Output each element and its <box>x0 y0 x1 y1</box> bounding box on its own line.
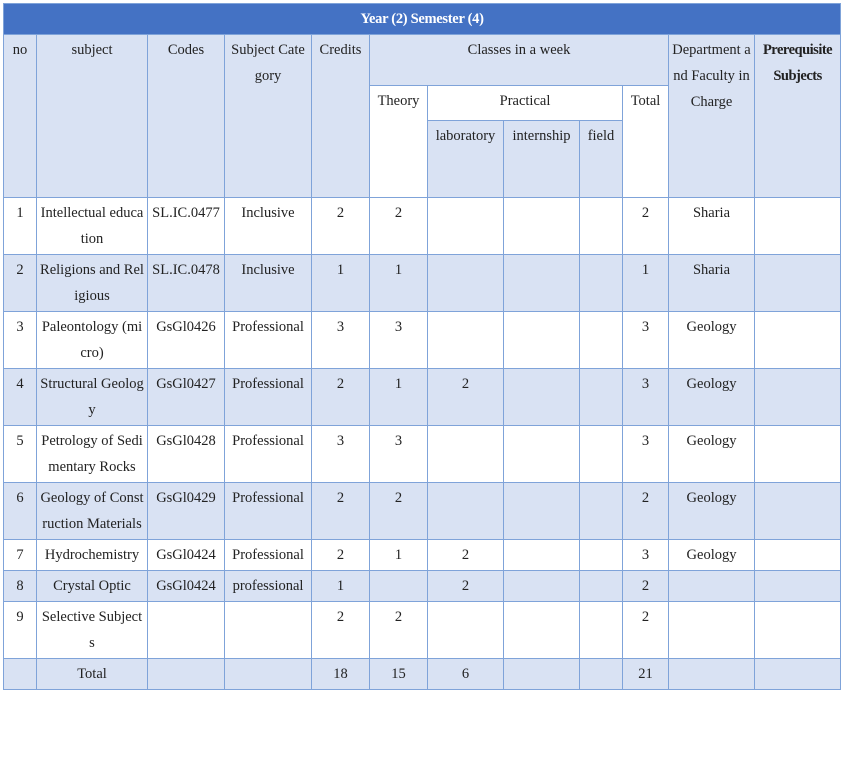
cell-internship <box>504 426 580 483</box>
cell-credits: 3 <box>312 426 370 483</box>
cell-credits: 2 <box>312 540 370 571</box>
table-row <box>4 369 841 426</box>
cell-field <box>580 369 623 426</box>
cell-field <box>580 255 623 312</box>
cell-theory: 2 <box>370 198 428 255</box>
header-theory: Theory <box>370 86 428 198</box>
cell-total: 3 <box>623 369 669 426</box>
cell-code: SL.IC.0478 <box>148 255 225 312</box>
cell-theory: 1 <box>370 540 428 571</box>
cell-laboratory <box>428 198 504 255</box>
header-subject: subject <box>37 35 148 198</box>
table-row <box>4 426 841 483</box>
header-internship: internship <box>504 121 580 198</box>
cell-theory: 1 <box>370 369 428 426</box>
table-row <box>4 255 841 312</box>
cell-theory: 3 <box>370 426 428 483</box>
cell-theory: 2 <box>370 483 428 540</box>
cell-no: 1 <box>4 198 37 255</box>
cell-no <box>4 659 37 690</box>
cell-internship <box>504 312 580 369</box>
cell-total: 2 <box>623 602 669 659</box>
cell-no: 4 <box>4 369 37 426</box>
cell-field <box>580 571 623 602</box>
total-laboratory: 6 <box>428 659 504 690</box>
cell-internship <box>504 659 580 690</box>
cell-category <box>225 602 312 659</box>
cell-subject: Structural Geology <box>37 369 148 426</box>
cell-category: Inclusive <box>225 255 312 312</box>
cell-field <box>580 483 623 540</box>
cell-prerequisite <box>755 255 841 312</box>
cell-internship <box>504 602 580 659</box>
cell-department <box>669 602 755 659</box>
cell-credits: 2 <box>312 369 370 426</box>
cell-subject: Intellectual education <box>37 198 148 255</box>
cell-category <box>225 659 312 690</box>
cell-theory: 2 <box>370 602 428 659</box>
cell-total: 2 <box>623 198 669 255</box>
header-department: Department and Faculty in Charge <box>669 35 755 198</box>
cell-laboratory <box>428 426 504 483</box>
cell-category: Professional <box>225 312 312 369</box>
table-row <box>4 483 841 540</box>
cell-category: Professional <box>225 369 312 426</box>
header-credits: Credits <box>312 35 370 198</box>
cell-prerequisite <box>755 571 841 602</box>
cell-total: 3 <box>623 426 669 483</box>
cell-category: Professional <box>225 426 312 483</box>
cell-prerequisite <box>755 312 841 369</box>
cell-no: 2 <box>4 255 37 312</box>
cell-laboratory <box>428 483 504 540</box>
cell-credits: 1 <box>312 255 370 312</box>
cell-category: Professional <box>225 483 312 540</box>
table-row <box>4 602 841 659</box>
cell-field <box>580 198 623 255</box>
cell-credits: 3 <box>312 312 370 369</box>
cell-laboratory: 2 <box>428 540 504 571</box>
course-plan-table <box>3 3 841 690</box>
header-total: Total <box>623 86 669 198</box>
cell-department: Geology <box>669 540 755 571</box>
cell-prerequisite <box>755 483 841 540</box>
cell-internship <box>504 369 580 426</box>
cell-department: Geology <box>669 312 755 369</box>
cell-code: GsGl0426 <box>148 312 225 369</box>
cell-internship <box>504 571 580 602</box>
cell-total: 2 <box>623 571 669 602</box>
cell-total: 1 <box>623 255 669 312</box>
cell-internship <box>504 198 580 255</box>
cell-department: Geology <box>669 426 755 483</box>
cell-subject: Paleontology (micro) <box>37 312 148 369</box>
cell-prerequisite <box>755 659 841 690</box>
cell-department: Geology <box>669 483 755 540</box>
cell-code: GsGl0429 <box>148 483 225 540</box>
cell-no: 6 <box>4 483 37 540</box>
cell-prerequisite <box>755 369 841 426</box>
cell-total: 2 <box>623 483 669 540</box>
cell-theory <box>370 571 428 602</box>
cell-prerequisite <box>755 426 841 483</box>
cell-field <box>580 602 623 659</box>
cell-field <box>580 312 623 369</box>
cell-department <box>669 659 755 690</box>
cell-internship <box>504 483 580 540</box>
cell-credits: 1 <box>312 571 370 602</box>
cell-subject: Hydrochemistry <box>37 540 148 571</box>
cell-laboratory <box>428 312 504 369</box>
cell-field <box>580 426 623 483</box>
cell-field <box>580 659 623 690</box>
totals-label: Total <box>37 659 148 690</box>
cell-credits: 2 <box>312 602 370 659</box>
cell-department: Sharia <box>669 255 755 312</box>
header-prerequisite: Prerequisite Subjects <box>755 35 841 198</box>
cell-total: 3 <box>623 540 669 571</box>
cell-subject: Religions and Religious <box>37 255 148 312</box>
cell-code: SL.IC.0477 <box>148 198 225 255</box>
cell-theory: 1 <box>370 255 428 312</box>
table-row <box>4 540 841 571</box>
cell-total: 3 <box>623 312 669 369</box>
cell-no: 3 <box>4 312 37 369</box>
cell-department: Sharia <box>669 198 755 255</box>
cell-no: 5 <box>4 426 37 483</box>
cell-category: Inclusive <box>225 198 312 255</box>
cell-prerequisite <box>755 198 841 255</box>
cell-prerequisite <box>755 602 841 659</box>
header-laboratory: laboratory <box>428 121 504 198</box>
cell-code: GsGl0427 <box>148 369 225 426</box>
cell-department: Geology <box>669 369 755 426</box>
cell-no: 8 <box>4 571 37 602</box>
cell-internship <box>504 540 580 571</box>
cell-credits: 2 <box>312 198 370 255</box>
table-title: Year (2) Semester (4) <box>4 4 841 35</box>
cell-laboratory <box>428 602 504 659</box>
cell-theory: 3 <box>370 312 428 369</box>
cell-laboratory: 2 <box>428 571 504 602</box>
total-credits: 18 <box>312 659 370 690</box>
cell-code: GsGl0424 <box>148 571 225 602</box>
cell-field <box>580 540 623 571</box>
table-row <box>4 198 841 255</box>
cell-category: Professional <box>225 540 312 571</box>
cell-department <box>669 571 755 602</box>
cell-laboratory: 2 <box>428 369 504 426</box>
header-no: no <box>4 35 37 198</box>
cell-code: GsGl0424 <box>148 540 225 571</box>
course-plan-document <box>3 3 840 690</box>
total-hours: 21 <box>623 659 669 690</box>
header-codes: Codes <box>148 35 225 198</box>
header-category: Subject Category <box>225 35 312 198</box>
cell-credits: 2 <box>312 483 370 540</box>
cell-no: 7 <box>4 540 37 571</box>
cell-internship <box>504 255 580 312</box>
cell-subject: Petrology of Sedimentary Rocks <box>37 426 148 483</box>
totals-row <box>4 659 841 690</box>
cell-subject: Crystal Optic <box>37 571 148 602</box>
cell-subject: Geology of Construction Materials <box>37 483 148 540</box>
header-field: field <box>580 121 623 198</box>
cell-code <box>148 602 225 659</box>
cell-laboratory <box>428 255 504 312</box>
cell-prerequisite <box>755 540 841 571</box>
cell-subject: Selective Subjects <box>37 602 148 659</box>
table-row <box>4 571 841 602</box>
cell-code: GsGl0428 <box>148 426 225 483</box>
header-practical: Practical <box>428 86 623 121</box>
cell-category: professional <box>225 571 312 602</box>
table-row <box>4 312 841 369</box>
cell-no: 9 <box>4 602 37 659</box>
header-classes-in-week: Classes in a week <box>370 35 669 86</box>
total-theory: 15 <box>370 659 428 690</box>
cell-code <box>148 659 225 690</box>
